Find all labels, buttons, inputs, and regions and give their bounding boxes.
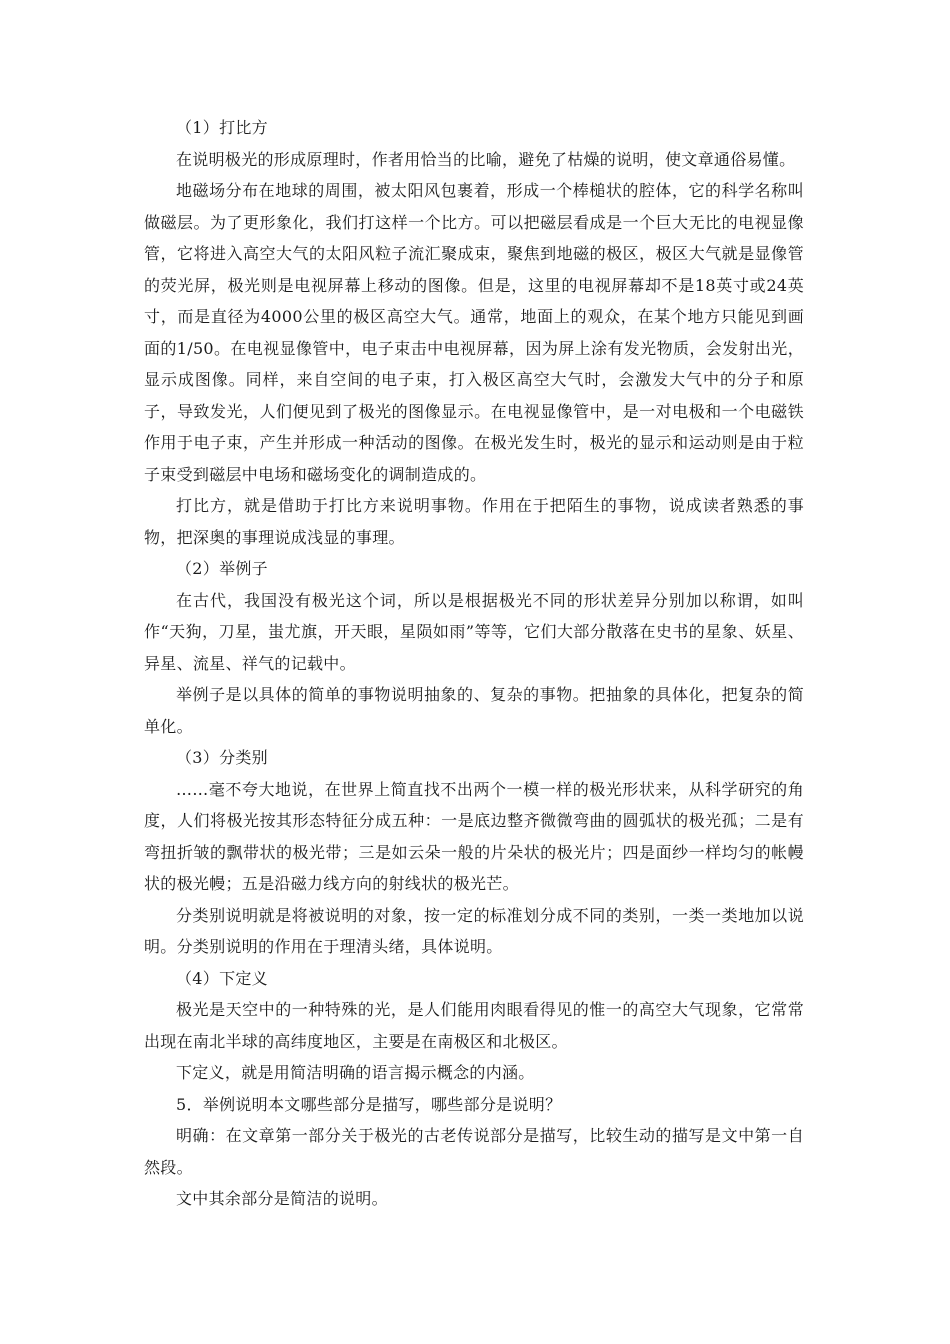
paragraph: 在说明极光的形成原理时，作者用恰当的比喻，避免了枯燥的说明，使文章通俗易懂。 [176, 149, 796, 169]
paragraph: ……毫不夸大地说，在世界上简直找不出两个一模一样的极光形状来，从科学研究的角度，人们将极光按其形态特征分成五种：一是底边整齐微微弯曲的圆弧状的极光孤；二是有弯扭折皱的飘带状的极光带；三是如云朵一般的片朵状的极光片；四是面纱一样均匀的帐幔状的极光幔；五是沿磁力线方向的射线状的极光芒。 [144, 779, 804, 893]
section-heading-classification: （3）分类别 [176, 748, 268, 767]
section-heading-definition: （4）下定义 [176, 968, 268, 988]
paragraph: 极光是天空中的一种特殊的光，是人们能用肉眼看得见的惟一的高空大气现象，它常常出现在南北半球的高纬度地区，主要是在南极区和北极区。 [144, 1000, 804, 1051]
answer: 明确：在文章第一部分关于极光的古老传说部分是描写，比较生动的描写是文中第一自然段。 [144, 1126, 804, 1177]
paragraph: 地磁场分布在地球的周围，被太阳风包裹着，形成一个棒槌状的腔体，它的科学名称叫做磁层。为了更形象化，我们打这样一个比方。可以把磁层看成是一个巨大无比的电视显像管，它将进入高空大气的太阳风粒子流汇聚成束，聚焦到地磁的极区，极区大气就是显像管的荧光屏，极光则是电视屏幕上移动的图像。但是，这里的电视屏幕却不是18英寸或24英寸，而是直径为4000公里的极区高空大气。通常，地面上的观众，在某个地方只能见到画面的1/50。在电视显像管中，电子束击中电视屏幕，因为屏上涂有发光物质，会发射出光，显示成图像。同样，来自空间的电子束，打入极区高空大气时，会激发大气中的分子和原子，导致发光，人们便见到了极光的图像显示。在电视显像管中，是一对电极和一个电磁铁作用于电子束，产生并形成一种活动的图像。在极光发生时，极光的显示和运动则是由于粒子束受到磁层中电场和磁场变化的调制造成的。 [144, 181, 804, 484]
paragraph: 分类别说明就是将被说明的对象，按一定的标准划分成不同的类别，一类一类地加以说明。分类别说明的作用在于理清头绪，具体说明。 [144, 905, 804, 956]
section-heading-analogy: （1）打比方 [176, 118, 268, 137]
paragraph: 文中其余部分是简洁的说明。 [176, 1189, 388, 1208]
paragraph: 在古代，我国没有极光这个词，所以是根据极光不同的形状差异分别加以称谓，如叫作“天狗，刀星，蚩尤旗，开天眼，星陨如雨”等等，它们大部分散落在史书的星象、妖星、异星、流星、祥气的记载中。 [144, 590, 804, 673]
question: 5．举例说明本文哪些部分是描写，哪些部分是说明？ [176, 1094, 562, 1114]
paragraph: 下定义，就是用简洁明确的语言揭示概念的内涵。 [176, 1063, 535, 1082]
document-body [144, 112, 804, 1215]
paragraph: 举例子是以具体的简单的事物说明抽象的、复杂的事物。把抽象的具体化，把复杂的简单化。 [144, 685, 804, 736]
paragraph: 打比方，就是借助于打比方来说明事物。作用在于把陌生的事物，说成读者熟悉的事物，把深奥的事理说成浅显的事理。 [144, 496, 804, 547]
section-heading-example: （2）举例子 [176, 559, 268, 578]
